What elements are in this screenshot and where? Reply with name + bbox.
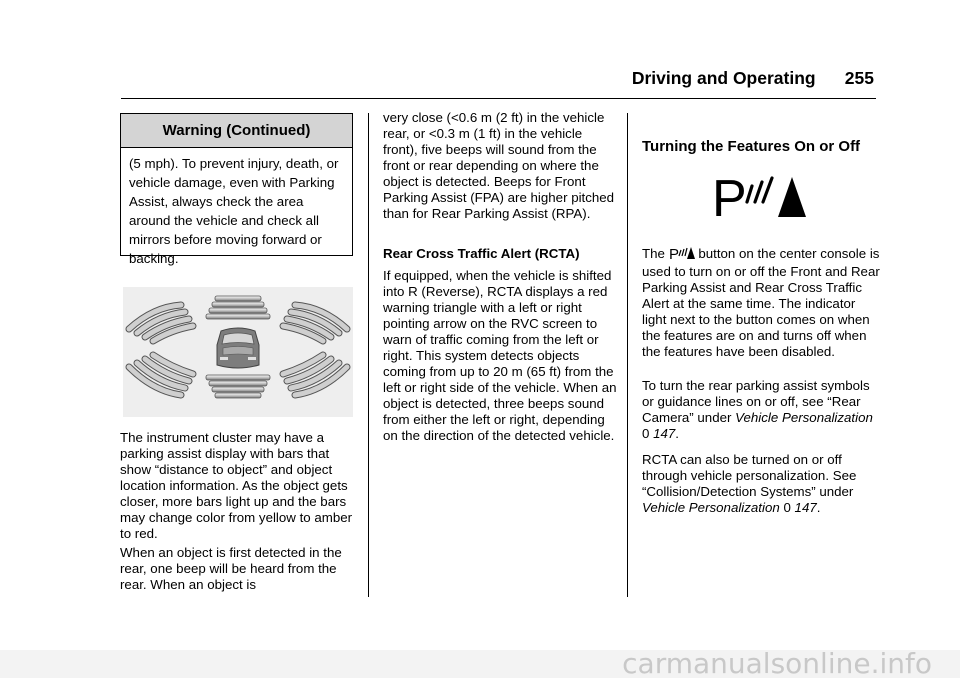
park-assist-symbol-large <box>710 172 810 225</box>
watermark: carmanualsonline.info <box>622 647 932 680</box>
page-ref-arrow-2: 0 <box>783 500 791 515</box>
vehicle-icon <box>217 328 259 368</box>
vehicle-personalization-link-2[interactable]: Vehicle Personalization <box>642 500 780 515</box>
page-header <box>0 68 874 89</box>
col3-para1-rest: button on the center console is used to turn on or off the Front and Rear Parking Assist and Rear Cross Traffic Alert at the same time. The indicator light next to the button comes on when the features are on and turns off when the features have been disabled. <box>642 246 880 359</box>
col3-paragraph-2 <box>642 378 882 442</box>
col2-paragraph-1: very close (<0.6 m (2 ft) in the vehicle rear, or <0.3 m (1 ft) in the vehicle front), five beeps will sound from the front or rear depending on where the object is detected. Beeps for Front Parking Assist (FPA) are higher pitched than for Rear Parking Assist (RPA). <box>383 110 615 221</box>
col3-para1-prefix: The <box>642 246 665 261</box>
col3-para2-end: . <box>675 426 679 441</box>
header-rule <box>121 98 876 99</box>
page-ref-2[interactable]: 147 <box>794 500 817 515</box>
svg-text:P: P <box>712 172 747 220</box>
svg-text:P: P <box>668 246 679 260</box>
warning-title: Warning (Continued) <box>121 114 352 148</box>
col3-paragraph-3 <box>642 452 882 516</box>
col3-para3-end: . <box>816 500 821 515</box>
parking-assist-display-figure <box>123 287 353 417</box>
warning-box <box>120 113 353 266</box>
rcta-subheading: Rear Cross Traffic Alert (RCTA) <box>383 246 580 261</box>
col3-paragraph-1 <box>642 246 882 360</box>
col1-paragraph-2: When an object is first detected in the rear, one beep will be heard from the rear. When an object is <box>120 545 342 592</box>
vehicle-personalization-link-1[interactable]: Vehicle Personalization <box>735 410 873 425</box>
parking-assist-bars-illustration <box>123 287 353 417</box>
col1-paragraph-1: The instrument cluster may have a parking assist display with bars that show “distance to object” and object location information. As the object gets closer, more bars light up and the bars may change color from yellow to amber to red. <box>120 430 353 541</box>
column-divider-1 <box>368 113 369 597</box>
footer-band <box>0 647 960 680</box>
section-title: Turning the Features On or Off <box>642 138 861 155</box>
page-ref-arrow-1: 0 <box>642 426 650 441</box>
col3-para2-text: To turn the rear parking assist symbols or guidance lines on or off, see “Rear Camera” under <box>642 378 870 425</box>
page-ref-1[interactable]: 147 <box>653 426 676 441</box>
page-number: 255 <box>844 68 874 88</box>
header-section: Driving and Operating <box>631 68 816 88</box>
col3-para3-text: RCTA can also be turned on or off through vehicle personalization. See “Collision/Detection Systems” under <box>642 452 857 499</box>
park-assist-icon <box>669 246 695 264</box>
col2-paragraph-2: If equipped, when the vehicle is shifted into R (Reverse), RCTA displays a red warning triangle with a left or right pointing arrow on the RVC screen to warn of traffic coming from the left or right. This system detects objects coming from up to 20 m (65 ft) from the left or right side of the vehicle. When an object is detected, three beeps sound from either the left or right, depending on the direction of the detected vehicle. <box>383 268 617 443</box>
warning-body: (5 mph). To prevent injury, death, or vehicle damage, even with Parking Assist, always check the area around the vehicle and check all mirrors before moving forward or backing. <box>129 156 339 266</box>
column-divider-2 <box>627 113 628 597</box>
